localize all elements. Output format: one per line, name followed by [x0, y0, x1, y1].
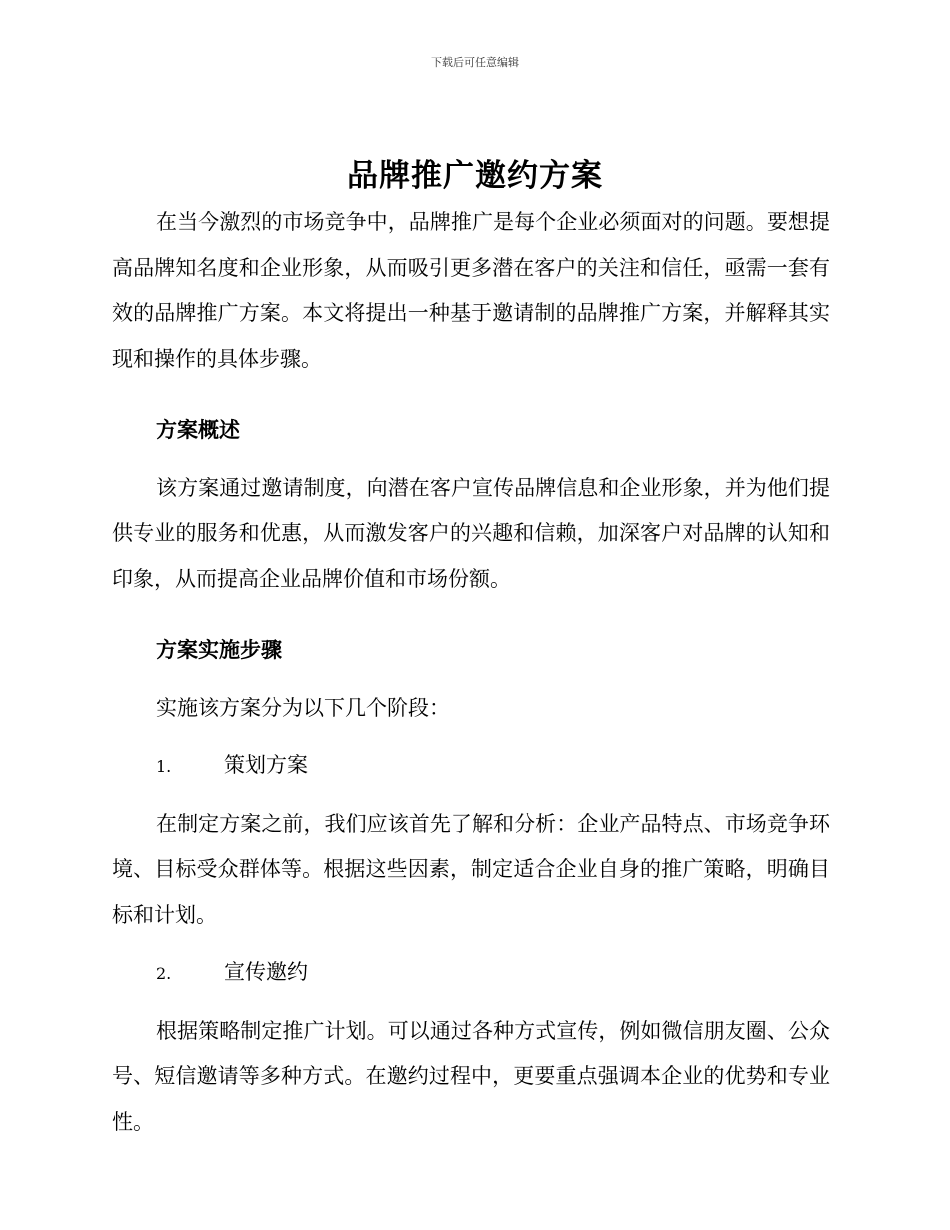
section-heading-overview: 方案概述: [156, 418, 240, 442]
step-number: 2.: [156, 964, 172, 983]
step-paragraph: 在制定方案之前，我们应该首先了解和分析：企业产品特点、市场竞争环境、目标受众群体等。根据这些因素，制定适合企业自身的推广策略，明确目标和计划。: [112, 811, 830, 927]
document-title: 品牌推广邀约方案: [347, 158, 603, 194]
intro-paragraph: 在当今激烈的市场竞争中，品牌推广是每个企业必须面对的问题。要想提高品牌知名度和企业形象，从而吸引更多潜在客户的关注和信任，亟需一套有效的品牌推广方案。本文将提出一种基于邀请制的品牌推广方案，并解释其实现和操作的具体步骤。: [112, 210, 830, 371]
step-title: 宣传邀约: [224, 960, 308, 984]
section-heading-steps: 方案实施步骤: [156, 638, 282, 662]
step-item: [112, 743, 830, 790]
step-number: 1.: [156, 757, 172, 776]
document-body: [112, 200, 830, 1145]
steps-lead-paragraph: 实施该方案分为以下几个阶段：: [156, 695, 450, 720]
step-item: [112, 950, 830, 997]
step-paragraph: 根据策略制定推广计划。可以通过各种方式宣传，例如微信朋友圈、公众号、短信邀请等多种方式。在邀约过程中，更要重点强调本企业的优势和专业性。: [112, 1018, 830, 1134]
step-title: 策划方案: [224, 753, 308, 777]
header-note: 下载后可任意编辑: [431, 56, 519, 69]
overview-paragraph: 该方案通过邀请制度，向潜在客户宣传品牌信息和企业形象，并为他们提供专业的服务和优惠，从而激发客户的兴趣和信赖，加深客户对品牌的认知和印象，从而提高企业品牌价值和市场份额。: [112, 475, 830, 591]
